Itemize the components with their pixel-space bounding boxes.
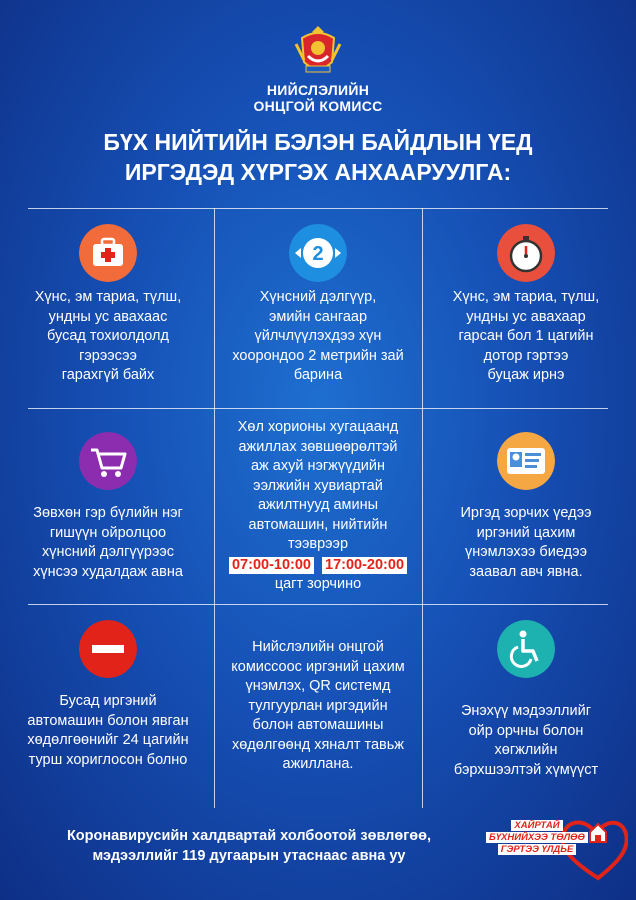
time-range-morning: 07:00-10:00 — [229, 557, 314, 574]
tip-text-line: хөгжлийн — [494, 742, 558, 758]
time-range-evening: 17:00-20:00 — [322, 557, 407, 574]
tip-text-line: ажиллах зөвшөөрөлтэй — [238, 438, 398, 455]
tip-text-line: цагт зорчино — [274, 576, 362, 592]
tip-text-line: буцаж ирнэ — [487, 367, 565, 383]
tip-text-line: ажилтнууд амины — [257, 497, 379, 513]
tip-text-line: Хүнсний дэлгүүр, — [259, 289, 377, 305]
first-aid-kit-icon — [79, 224, 137, 282]
tip-stay-home — [6, 224, 210, 386]
tip-qr-monitoring — [216, 638, 420, 775]
grid-divider — [422, 208, 423, 808]
tip-text-line: ойр орчны болон — [468, 722, 584, 739]
tip-text-line: Энэхүү мэдээллийг — [460, 703, 591, 719]
distance-2m-icon — [289, 224, 347, 282]
tip-text-line: комиссоос иргэний цахим — [231, 658, 405, 675]
tip-text-line: гэрээсээ — [79, 347, 137, 364]
footer-note — [24, 826, 474, 866]
stay-home-slogan — [478, 820, 596, 855]
tip-text-line: хөдөлгөөнд хяналт тавьж — [231, 736, 405, 753]
tip-keep-distance — [216, 224, 420, 386]
id-card-icon — [497, 432, 555, 490]
tip-text-line: Зөвхөн гэр бүлийн нэг — [33, 505, 183, 521]
grid-divider — [28, 604, 608, 605]
grid-divider — [28, 208, 608, 209]
tip-one-shopper — [6, 432, 210, 582]
distance-2m-label: 2 — [312, 243, 324, 265]
tip-text-line: үйлчлүүлэхдээ хүн — [254, 328, 382, 344]
guidelines-grid — [0, 208, 636, 808]
tip-text-line: Хүнс, эм тариа, түлш, — [34, 289, 182, 305]
tip-text-line: үнэмлэхээ биедээ — [465, 544, 587, 560]
tip-text-line: хөдөлгөөнийг 24 цагийн — [27, 732, 189, 748]
tip-text-line: заавал авч явна. — [469, 563, 583, 580]
shopping-cart-icon — [79, 432, 137, 490]
tip-text-line: ажиллана. — [282, 756, 354, 772]
tip-shift-workers — [216, 418, 420, 595]
tip-text-line: ундны ус авахаар — [466, 308, 586, 325]
tip-inform-disabled — [424, 620, 628, 780]
tip-text-line: хоорондоо 2 метрийн зай — [232, 347, 404, 364]
tip-text-line: барина — [293, 367, 343, 383]
tip-text-line: автомашин, нийтийн — [248, 516, 388, 533]
tip-text-line: дотор гэртээ — [483, 347, 569, 364]
footer-line: мэдээллийг 119 дугаарын утаснаас авна уу — [92, 848, 406, 864]
tip-text-line: турш хориглосон болно — [28, 751, 188, 768]
tip-text-line: автомашин болон явган — [27, 712, 189, 729]
tip-text-line: бусад тохиолдолд — [47, 328, 169, 344]
tip-text-line: ээлжийн хувиартай — [253, 477, 383, 494]
city-emblem-icon — [288, 22, 348, 82]
tip-text-line: үнэмлэх, QR системд — [245, 678, 391, 694]
tip-text-line: Хүнс, эм тариа, түлш, — [452, 289, 600, 305]
no-entry-icon — [79, 620, 137, 678]
tip-text-line: иргэний цахим — [476, 524, 576, 541]
grid-divider — [214, 208, 215, 808]
tip-text-line: гарсан бол 1 цагийн — [458, 328, 594, 344]
tip-text-line: гарахгүй байх — [61, 367, 155, 383]
tip-text-line: Нийслэлийн онцгой — [252, 639, 384, 655]
tip-text-line: Иргэд зорчих үедээ — [460, 505, 592, 521]
tip-text-line: бэрхшээлтэй хүмүүст — [453, 761, 599, 778]
tip-text-line: Хөл хорионы хугацаанд — [237, 419, 399, 435]
tip-text-line: тээврээр — [287, 536, 349, 552]
tip-text-line: ундны ус авахаас — [48, 308, 168, 325]
tip-return-in-hour — [424, 224, 628, 386]
stopwatch-icon — [497, 224, 555, 282]
org-name-line1: НИЙСЛЭЛИЙН — [266, 82, 370, 98]
tip-text-line: эмийн сангаар — [268, 308, 368, 325]
title-line1: БҮХ НИЙТИЙН БЭЛЭН БАЙДЛЫН ҮЕД — [103, 129, 533, 155]
tip-text-line: хүнсний дэлгүүрээс — [41, 544, 175, 560]
grid-divider — [28, 408, 608, 409]
title-line2: ИРГЭДЭД ХҮРГЭХ АНХААРУУЛГА: — [124, 159, 512, 185]
tip-text-line: тулгуурлан иргэдийн — [248, 697, 388, 714]
tip-text-line: болон автомашины — [252, 717, 384, 733]
footer-line: Коронавирусийн халдвартай холбоотой зөвлөгөө, — [66, 828, 432, 844]
tip-carry-id — [424, 432, 628, 582]
slogan-line: ГЭРТЭЭ ҮЛДЬЕ — [498, 844, 577, 855]
tip-text-line: Бусад иргэний — [59, 693, 157, 709]
tip-movement-ban — [6, 620, 210, 770]
slogan-line: ХАЙРТАЙ — [511, 820, 562, 831]
slogan-line: БҮХНИЙХЭЭ ТӨЛӨӨ — [486, 832, 588, 843]
tip-text-line: хүнсээ худалдаж авна — [33, 563, 183, 580]
tip-text-line: аж ахуй нэгжүүдийн — [250, 458, 386, 474]
tip-text-line: гишүүн ойролцоо — [49, 524, 167, 541]
wheelchair-icon — [497, 620, 555, 678]
org-name-line2: ОНЦГОЙ КОМИСС — [253, 98, 383, 114]
